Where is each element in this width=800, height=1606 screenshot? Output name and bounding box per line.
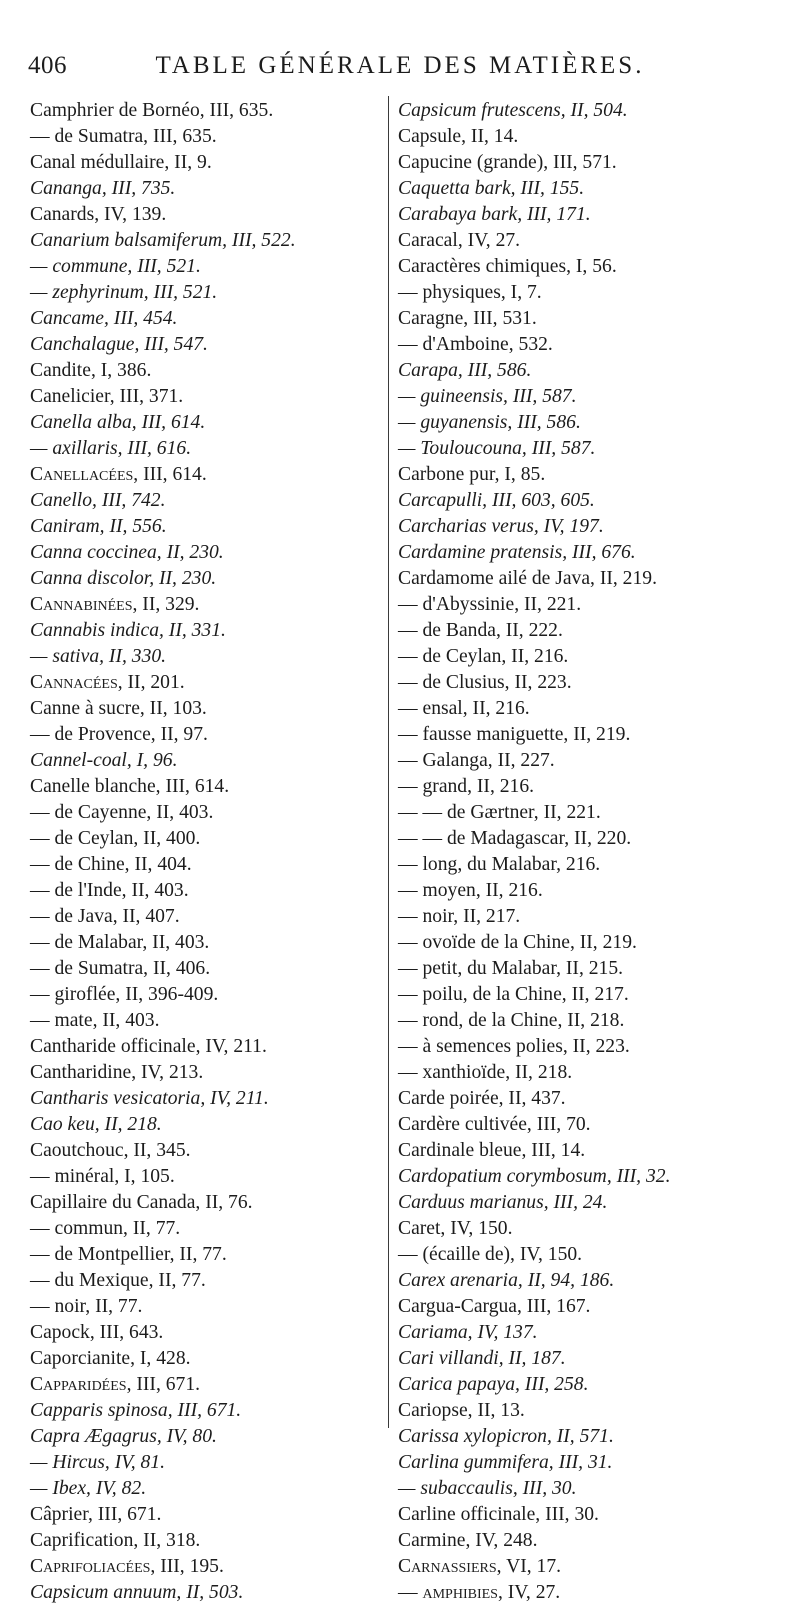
index-entry: Canards, IV, 139. [30, 204, 167, 225]
index-column-right [398, 98, 793, 1606]
index-entry: — à semences polies, II, 223. [398, 1036, 630, 1057]
index-entry: — minéral, I, 105. [30, 1166, 175, 1187]
index-entry: Caoutchouc, II, 345. [30, 1140, 191, 1161]
page-header [0, 52, 800, 86]
index-entry: Cantharidine, IV, 213. [30, 1062, 204, 1083]
index-entry: Canal médullaire, II, 9. [30, 152, 212, 173]
index-entry: — Hircus, IV, 81. [30, 1452, 165, 1473]
index-entry: Cancame, III, 454. [30, 308, 178, 329]
index-entry: — de Cayenne, II, 403. [30, 802, 214, 823]
index-entry: — de Montpellier, II, 77. [30, 1244, 227, 1265]
index-entry: Canellacées, III, 614. [30, 464, 207, 485]
index-entry: Camphrier de Bornéo, III, 635. [30, 100, 274, 121]
index-entry: Canella alba, III, 614. [30, 412, 206, 433]
index-entry: — sativa, II, 330. [30, 646, 167, 667]
index-entry: Cargua-Cargua, III, 167. [398, 1296, 591, 1317]
index-entry: Carapa, III, 586. [398, 360, 532, 381]
index-entry: — (écaille de), IV, 150. [398, 1244, 583, 1265]
index-entry: Capsicum annuum, II, 503. [30, 1582, 244, 1603]
index-entry: Carduus marianus, III, 24. [398, 1192, 608, 1213]
index-entry: Caracal, IV, 27. [398, 230, 521, 251]
index-entry: Capock, III, 643. [30, 1322, 164, 1343]
index-entry: Canelicier, III, 371. [30, 386, 184, 407]
index-entry: Capillaire du Canada, II, 76. [30, 1192, 253, 1213]
index-entry: Capparis spinosa, III, 671. [30, 1400, 242, 1421]
index-entry: Carex arenaria, II, 94, 186. [398, 1270, 615, 1291]
index-entry: Carlina gummifera, III, 31. [398, 1452, 613, 1473]
index-entry: Cannabinées, II, 329. [30, 594, 200, 615]
index-entry: — guyanensis, III, 586. [398, 412, 581, 433]
index-entry: — de Sumatra, II, 406. [30, 958, 211, 979]
index-entry: — poilu, de la Chine, II, 217. [398, 984, 629, 1005]
index-entry: Carnassiers, VI, 17. [398, 1556, 562, 1577]
index-entry: Carabaya bark, III, 171. [398, 204, 591, 225]
index-entry: Cardinale bleue, III, 14. [398, 1140, 586, 1161]
index-entry: Caniram, II, 556. [30, 516, 167, 537]
index-entry: — — de Gærtner, II, 221. [398, 802, 601, 823]
index-entry: — commun, II, 77. [30, 1218, 181, 1239]
index-entry: Caprifoliacées, III, 195. [30, 1556, 224, 1577]
index-entry: — de Malabar, II, 403. [30, 932, 210, 953]
index-entry: Canne à sucre, II, 103. [30, 698, 207, 719]
index-entry: — Ibex, IV, 82. [30, 1478, 147, 1499]
index-entry: Câprier, III, 671. [30, 1504, 162, 1525]
index-entry: — zephyrinum, III, 521. [30, 282, 218, 303]
index-entry: Capsicum frutescens, II, 504. [398, 100, 628, 121]
index-entry: — — de Madagascar, II, 220. [398, 828, 632, 849]
index-entry: — ensal, II, 216. [398, 698, 530, 719]
index-entry: — guineensis, III, 587. [398, 386, 577, 407]
index-entry: — commune, III, 521. [30, 256, 201, 277]
index-entry: Cardère cultivée, III, 70. [398, 1114, 591, 1135]
index-column-left [30, 98, 390, 1606]
index-entry: Carcharias verus, IV, 197. [398, 516, 604, 537]
index-entry: — mate, II, 403. [30, 1010, 160, 1031]
index-entry: — axillaris, III, 616. [30, 438, 192, 459]
index-entry: — de Ceylan, II, 400. [30, 828, 201, 849]
index-entry: Caquetta bark, III, 155. [398, 178, 585, 199]
index-entry: Capra Ægagrus, IV, 80. [30, 1426, 217, 1447]
index-entry: Carica papaya, III, 258. [398, 1374, 589, 1395]
index-entry: Cariama, IV, 137. [398, 1322, 538, 1343]
index-entry: Canarium balsamiferum, III, 522. [30, 230, 296, 251]
index-entry: — de l'Inde, II, 403. [30, 880, 189, 901]
page-number: 406 [28, 52, 67, 79]
index-entry: Carissa xylopicron, II, 571. [398, 1426, 614, 1447]
index-entry: Cardamine pratensis, III, 676. [398, 542, 636, 563]
index-entry: Carbone pur, I, 85. [398, 464, 546, 485]
index-entry: — de Clusius, II, 223. [398, 672, 572, 693]
index-entry: Cantharide officinale, IV, 211. [30, 1036, 267, 1057]
index-entry: Carmine, IV, 248. [398, 1530, 538, 1551]
index-entry: — Touloucouna, III, 587. [398, 438, 596, 459]
index-entry: — xanthioïde, II, 218. [398, 1062, 573, 1083]
index-entry: Canello, III, 742. [30, 490, 166, 511]
index-entry: — fausse maniguette, II, 219. [398, 724, 631, 745]
index-entry: — giroflée, II, 396-409. [30, 984, 219, 1005]
index-entry: Capucine (grande), III, 571. [398, 152, 617, 173]
index-entry: — petit, du Malabar, II, 215. [398, 958, 624, 979]
index-entry: — de Java, II, 407. [30, 906, 180, 927]
index-entry: — rond, de la Chine, II, 218. [398, 1010, 625, 1031]
index-entry: Capparidées, III, 671. [30, 1374, 201, 1395]
index-entry: — moyen, II, 216. [398, 880, 543, 901]
index-entry: Candite, I, 386. [30, 360, 152, 381]
index-entry: Cao keu, II, 218. [30, 1114, 162, 1135]
index-entry: — d'Amboine, 532. [398, 334, 553, 355]
index-entry: Cannacées, II, 201. [30, 672, 185, 693]
index-entry: Cari villandi, II, 187. [398, 1348, 566, 1369]
index-entry: Cannel-coal, I, 96. [30, 750, 178, 771]
index-entry: — de Chine, II, 404. [30, 854, 192, 875]
index-entry: Cananga, III, 735. [30, 178, 176, 199]
index-entry: — grand, II, 216. [398, 776, 535, 797]
index-entry: Caprification, II, 318. [30, 1530, 201, 1551]
index-entry: Canelle blanche, III, 614. [30, 776, 230, 797]
index-entry: Carcapulli, III, 603, 605. [398, 490, 595, 511]
index-entry: Cardamome ailé de Java, II, 219. [398, 568, 657, 589]
index-entry: Canna discolor, II, 230. [30, 568, 217, 589]
index-entry: — Galanga, II, 227. [398, 750, 555, 771]
running-title: TABLE GÉNÉRALE DES MATIÈRES. [155, 52, 645, 79]
index-entry: Cantharis vesicatoria, IV, 211. [30, 1088, 269, 1109]
index-entry: — du Mexique, II, 77. [30, 1270, 206, 1291]
index-entry: — de Sumatra, III, 635. [30, 126, 217, 147]
index-entry: — de Provence, II, 97. [30, 724, 208, 745]
index-entry: Caragne, III, 531. [398, 308, 537, 329]
index-entry: Capsule, II, 14. [398, 126, 519, 147]
index-entry: Cardopatium corymbosum, III, 32. [398, 1166, 671, 1187]
index-entry: — subaccaulis, III, 30. [398, 1478, 577, 1499]
index-entry: Cariopse, II, 13. [398, 1400, 525, 1421]
index-entry: Carde poirée, II, 437. [398, 1088, 566, 1109]
index-entry: Canchalague, III, 547. [30, 334, 208, 355]
index-entry: — physiques, I, 7. [398, 282, 542, 303]
index-entry: — noir, II, 217. [398, 906, 521, 927]
index-entry: Caractères chimiques, I, 56. [398, 256, 617, 277]
column-divider [388, 96, 389, 1428]
index-entry: — de Ceylan, II, 216. [398, 646, 569, 667]
index-entry: Carline officinale, III, 30. [398, 1504, 599, 1525]
index-entry: — noir, II, 77. [30, 1296, 143, 1317]
index-entry: — de Banda, II, 222. [398, 620, 563, 641]
index-entry: — d'Abyssinie, II, 221. [398, 594, 582, 615]
index-entry: — amphibies, IV, 27. [398, 1582, 561, 1603]
index-entry: Caporcianite, I, 428. [30, 1348, 191, 1369]
index-entry: — ovoïde de la Chine, II, 219. [398, 932, 637, 953]
index-entry: Cannabis indica, II, 331. [30, 620, 226, 641]
index-entry: Canna coccinea, II, 230. [30, 542, 224, 563]
index-entry: — long, du Malabar, 216. [398, 854, 601, 875]
index-entry: Caret, IV, 150. [398, 1218, 513, 1239]
